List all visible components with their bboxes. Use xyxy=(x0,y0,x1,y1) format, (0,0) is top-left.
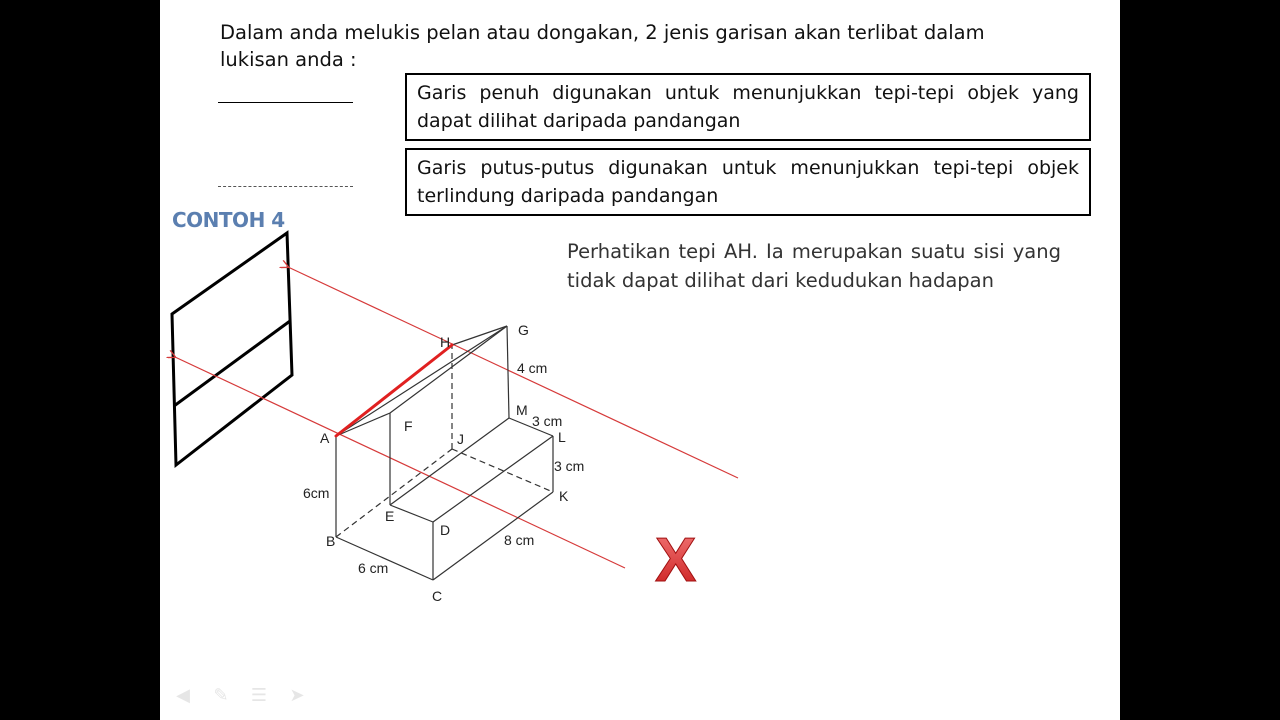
label-g: G xyxy=(518,322,529,338)
label-m: M xyxy=(516,402,528,418)
example-title: CONTOH 4 xyxy=(172,208,285,232)
label-d: D xyxy=(440,522,451,538)
forward-arrow-icon[interactable]: ➤ xyxy=(289,685,305,706)
dim-bc: 6 cm xyxy=(358,560,389,576)
slide xyxy=(160,0,1120,720)
dim-ab: 6cm xyxy=(303,485,330,501)
dim-lk: 3 cm xyxy=(554,458,585,474)
label-j: J xyxy=(457,431,464,447)
label-k: K xyxy=(559,488,569,504)
dashed-line-definition: Garis putus-putus digunakan untuk menunjukkan tepi-tepi objek terlindung daripada pandangan xyxy=(405,148,1091,216)
prism-diagram xyxy=(160,0,1120,720)
solid-line-definition: Garis penuh digunakan untuk menunjukkan tepi-tepi objek yang dapat dilihat daripada pandangan xyxy=(405,73,1091,141)
menu-icon[interactable]: ☰ xyxy=(250,685,268,706)
dimension-labels xyxy=(303,360,584,576)
projection-plane xyxy=(172,233,292,465)
slide-navigation xyxy=(172,686,308,706)
label-e: E xyxy=(385,508,395,524)
projection-ray-upper xyxy=(288,267,738,478)
not-visible-x-mark: X xyxy=(655,526,697,595)
dim-ml: 3 cm xyxy=(532,413,563,429)
note-text: Perhatikan tepi AH. Ia merupakan suatu sisi yang tidak dapat dilihat dari kedudukan hadapan xyxy=(567,240,1061,292)
label-a: A xyxy=(320,430,330,446)
label-b: B xyxy=(326,533,336,549)
edge-ah-highlight xyxy=(336,345,452,436)
intro-text: Dalam anda melukis pelan atau dongakan, 2 jenis garisan akan terlibat dalam lukisan anda : xyxy=(220,21,985,71)
back-arrow-icon[interactable]: ◀ xyxy=(176,685,190,706)
dim-ck: 8 cm xyxy=(504,532,535,548)
dim-gh: 4 cm xyxy=(517,360,548,376)
pen-icon[interactable]: ✎ xyxy=(213,685,229,706)
label-f: F xyxy=(404,418,413,434)
label-h: H xyxy=(440,334,451,350)
label-l: L xyxy=(558,429,566,445)
label-c: C xyxy=(432,588,443,604)
